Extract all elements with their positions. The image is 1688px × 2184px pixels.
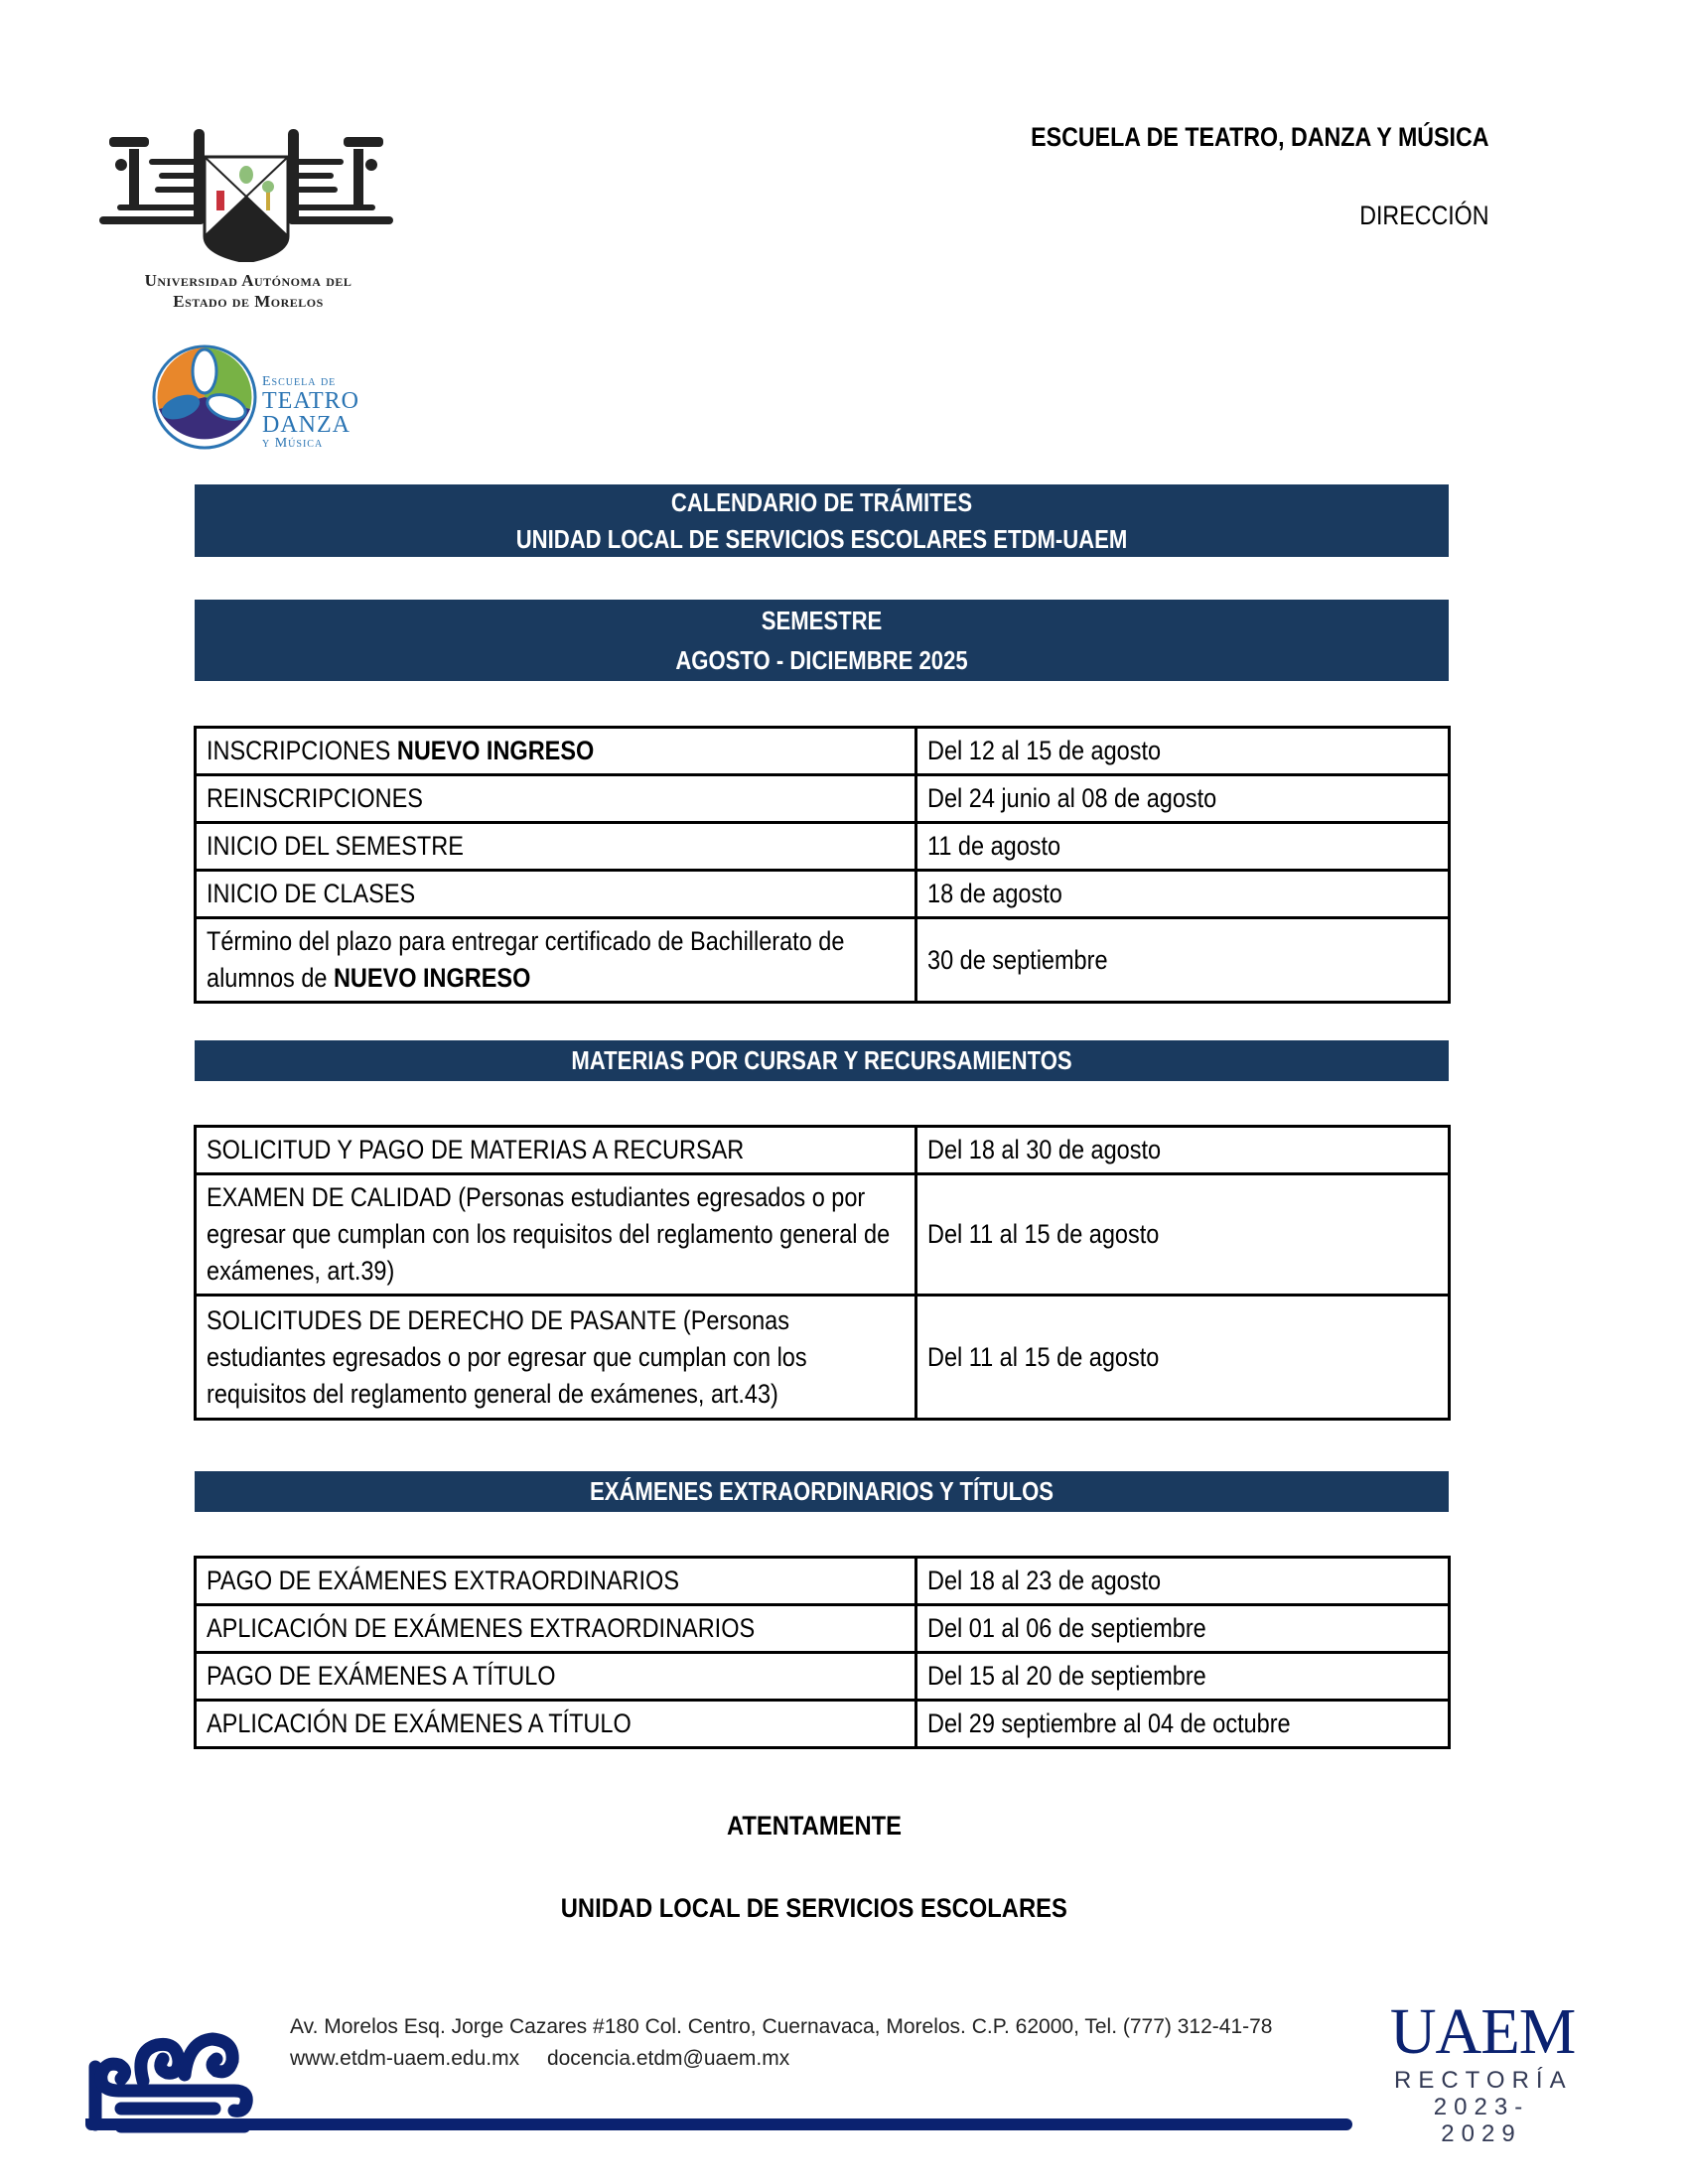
uaem-logo-name: UAEM <box>1389 1995 1576 2068</box>
section-title: MATERIAS POR CURSAR Y RECURSAMIENTOS <box>571 1045 1072 1075</box>
salutation-text: ATENTAMENTE <box>726 1811 902 1841</box>
semester-period: AGOSTO - DICIEMBRE 2025 <box>675 645 968 675</box>
university-name-line2: Estado de Morelos <box>173 292 324 311</box>
table-row <box>196 1296 1450 1420</box>
event-label: Término del plazo para entregar certificado de Bachillerato de alumnos de <box>207 926 845 993</box>
event-date: Del 29 septiembre al 04 de octubre <box>927 1708 1291 1738</box>
event-date: Del 18 al 30 de agosto <box>927 1135 1162 1164</box>
date-cell <box>916 871 1450 918</box>
table-row <box>196 1174 1450 1296</box>
university-name <box>79 270 417 312</box>
general-dates-table <box>194 726 1451 1004</box>
department-label: DIRECCIÓN <box>1359 201 1489 230</box>
event-label-emphasis: NUEVO INGRESO <box>396 736 595 765</box>
uaem-logo-period: 2023-2029 <box>1433 2094 1530 2147</box>
event-cell <box>196 1174 916 1296</box>
footer-email-link[interactable]: docencia.etdm@uaem.mx <box>546 2047 790 2070</box>
date-cell <box>916 1296 1450 1420</box>
date-cell <box>916 775 1450 823</box>
footer-contact <box>290 2011 1272 2075</box>
date-cell <box>916 1653 1450 1701</box>
table-row <box>196 1653 1450 1701</box>
footer-fret-logo <box>85 2005 259 2134</box>
event-cell <box>196 918 916 1003</box>
table-row <box>196 775 1450 823</box>
event-date: Del 15 al 20 de septiembre <box>927 1661 1206 1691</box>
examenes-section-bar <box>195 1471 1449 1512</box>
event-label: EXAMEN DE CALIDAD (Personas estudiantes egresados o por egresar que cumplan con los requisitos del reglamento general de exámenes, art.39) <box>207 1182 891 1286</box>
table-row <box>196 728 1450 775</box>
university-name-line1: Universidad Autónoma del <box>144 271 352 290</box>
event-label: PAGO DE EXÁMENES A TÍTULO <box>207 1661 556 1691</box>
event-date: Del 12 al 15 de agosto <box>927 736 1162 765</box>
date-cell <box>916 1174 1450 1296</box>
semester-bar <box>195 600 1449 681</box>
calendar-title-bar <box>195 484 1449 557</box>
event-date: 11 de agosto <box>927 831 1061 861</box>
table-row <box>196 1558 1450 1605</box>
event-date: Del 11 al 15 de agosto <box>927 1219 1160 1249</box>
school-title: ESCUELA DE TEATRO, DANZA Y MÚSICA <box>1031 122 1489 152</box>
section-title: EXÁMENES EXTRAORDINARIOS Y TÍTULOS <box>589 1476 1055 1506</box>
event-cell <box>196 1296 916 1420</box>
event-label: INICIO DEL SEMESTRE <box>207 831 464 861</box>
calendar-title: CALENDARIO DE TRÁMITES <box>670 486 973 517</box>
event-label: APLICACIÓN DE EXÁMENES EXTRAORDINARIOS <box>207 1613 756 1643</box>
event-cell <box>196 728 916 775</box>
event-date: Del 18 al 23 de agosto <box>927 1566 1162 1595</box>
date-cell <box>916 728 1450 775</box>
event-cell <box>196 775 916 823</box>
event-date: Del 11 al 15 de agosto <box>927 1341 1160 1372</box>
date-cell <box>916 823 1450 871</box>
etdm-emblem-icon <box>151 343 258 451</box>
closing-signature <box>0 1893 1628 1924</box>
event-date: 30 de septiembre <box>927 944 1108 975</box>
event-cell <box>196 1558 916 1605</box>
date-cell <box>916 1605 1450 1653</box>
uaem-logo-subtitle: RECTORÍA <box>1394 2067 1573 2094</box>
table-row <box>196 871 1450 918</box>
event-label: INICIO DE CLASES <box>207 879 416 908</box>
closing-salutation <box>0 1811 1628 1842</box>
uaem-rectoria-logo <box>1388 1995 1576 2147</box>
event-label: INSCRIPCIONES <box>207 736 397 765</box>
date-cell <box>916 918 1450 1003</box>
event-label: PAGO DE EXÁMENES EXTRAORDINARIOS <box>207 1566 679 1595</box>
date-cell <box>916 1558 1450 1605</box>
event-label-emphasis: NUEVO INGRESO <box>333 963 531 993</box>
etdm-logo-line3: DANZA <box>262 412 351 438</box>
etdm-logo <box>151 341 359 453</box>
materias-section-bar <box>195 1040 1449 1081</box>
signature-text: UNIDAD LOCAL DE SERVICIOS ESCOLARES <box>560 1893 1068 1923</box>
event-cell <box>196 1605 916 1653</box>
event-label: SOLICITUD Y PAGO DE MATERIAS A RECURSAR <box>207 1135 745 1164</box>
footer-rule <box>85 2118 1352 2130</box>
table-row <box>196 918 1450 1003</box>
event-date: 18 de agosto <box>927 879 1062 908</box>
etdm-logo-line2: TEATRO <box>262 388 359 414</box>
event-cell <box>196 1127 916 1174</box>
event-label: SOLICITUDES DE DERECHO DE PASANTE (Personas estudiantes egresados o por egresar que cumplan con los requisitos del reglamento general de exámenes, art.43) <box>207 1304 807 1409</box>
event-cell <box>196 871 916 918</box>
calendar-subtitle: UNIDAD LOCAL DE SERVICIOS ESCOLARES ETDM-UAEM <box>515 523 1128 554</box>
materias-table <box>194 1125 1451 1421</box>
semester-label: SEMESTRE <box>761 606 883 635</box>
etdm-logo-line1: Escuela de <box>262 374 337 389</box>
etdm-logo-line4: y Música <box>262 436 324 451</box>
examenes-table <box>194 1556 1451 1749</box>
table-row <box>196 1605 1450 1653</box>
footer-website-link[interactable]: www.etdm-uaem.edu.mx <box>290 2047 520 2070</box>
event-label: APLICACIÓN DE EXÁMENES A TÍTULO <box>207 1708 632 1738</box>
event-cell <box>196 1653 916 1701</box>
event-label: REINSCRIPCIONES <box>207 783 423 813</box>
event-cell <box>196 1701 916 1748</box>
table-row <box>196 823 1450 871</box>
event-date: Del 24 junio al 08 de agosto <box>927 783 1217 813</box>
event-date: Del 01 al 06 de septiembre <box>927 1613 1206 1643</box>
uaem-crest-logo <box>99 129 393 262</box>
date-cell <box>916 1127 1450 1174</box>
event-cell <box>196 823 916 871</box>
table-row <box>196 1701 1450 1748</box>
footer-address: Av. Morelos Esq. Jorge Cazares #180 Col. Centro, Cuernavaca, Morelos. C.P. 62000, Tel. (777) 312-41-78 <box>290 2015 1273 2038</box>
table-row <box>196 1127 1450 1174</box>
date-cell <box>916 1701 1450 1748</box>
